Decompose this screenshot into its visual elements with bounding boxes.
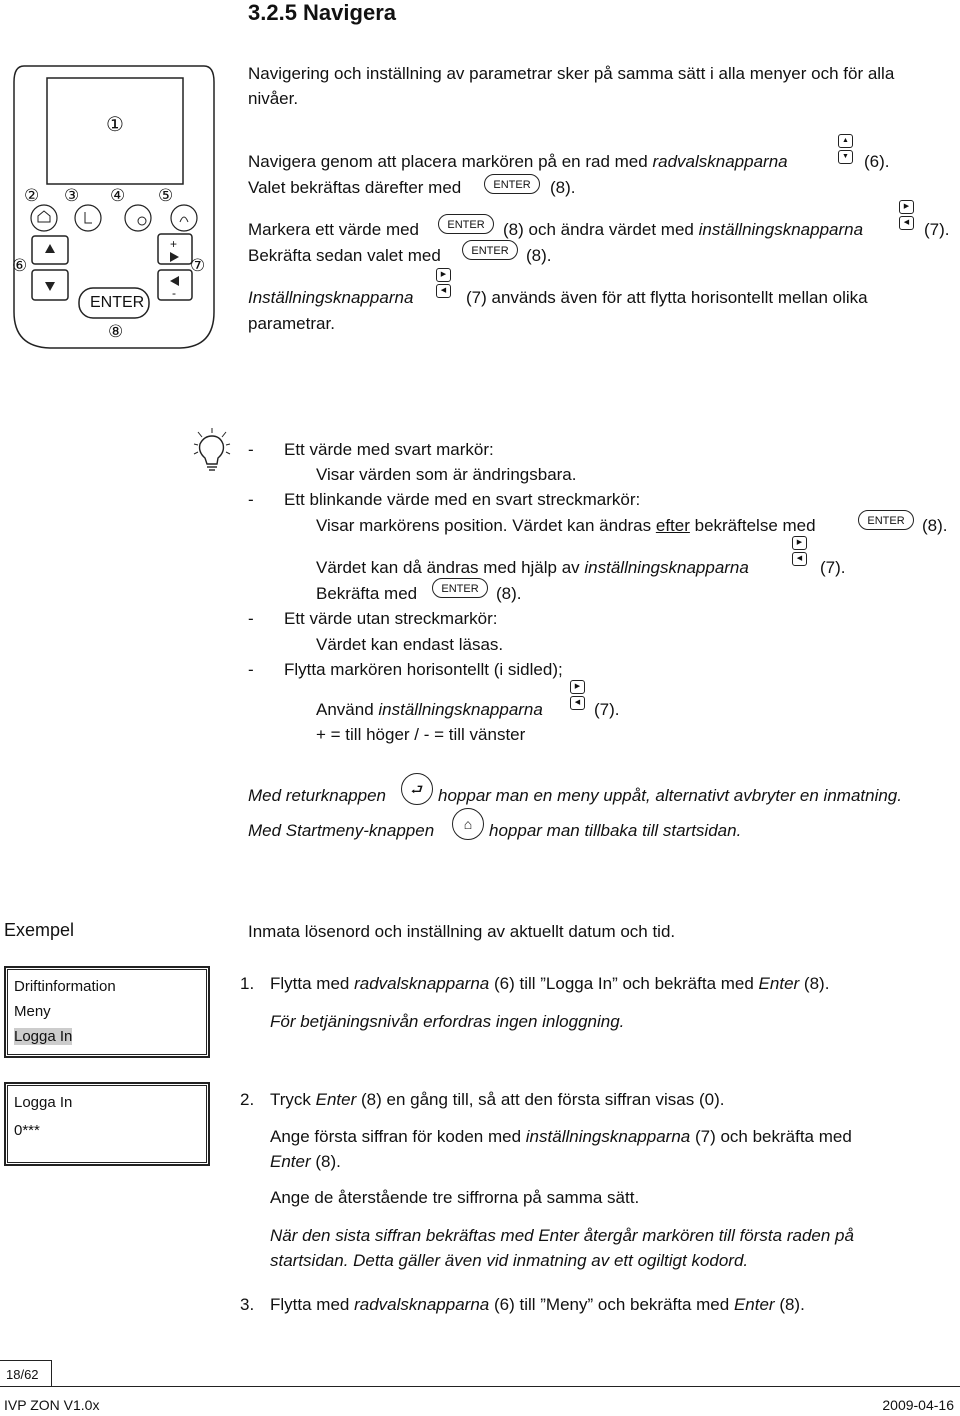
device-minus: - — [172, 286, 176, 300]
row-select-keys-icon: ▲ ▼ — [838, 134, 854, 166]
step-2-line4: Ange de återstående tre siffrorna på samma sätt. — [270, 1188, 640, 1207]
home-icon: ⌂ — [452, 808, 484, 840]
tip-2-desc: Visar markörens position. Värdet kan ändras efter bekräftelse med — [316, 516, 816, 535]
device-enter-label: ENTER — [90, 294, 145, 311]
tip-4-plusminus: + = till höger / - = till vänster — [316, 725, 526, 744]
p3-line1-end: (7) används även för att flytta horisontellt mellan olika — [466, 288, 868, 307]
setting-keys-icon: ▶ ◀ — [899, 200, 915, 232]
marker-4: ④ — [110, 186, 126, 205]
step-2-line3: Enter (8). — [270, 1152, 341, 1171]
step-3: Flytta med radvalsknapparna (6) till ”Meny” och bekräfta med Enter (8). — [270, 1295, 805, 1314]
device-plus: + — [170, 237, 178, 251]
intro-line2: nivåer. — [248, 89, 299, 108]
enter-button-icon: ENTER — [484, 174, 540, 194]
p2-line2-end: (8). — [526, 246, 552, 265]
tip-dash: - — [248, 660, 254, 679]
enter-button-icon: ENTER — [858, 510, 914, 530]
tip-1: Ett värde med svart markör: — [284, 440, 494, 459]
step-3-num: 3. — [240, 1295, 255, 1314]
display-line: Logga In — [14, 1094, 73, 1111]
example-heading: Inmata lösenord och inställning av aktuellt datum och tid. — [248, 922, 676, 941]
step-2: Tryck Enter (8) en gång till, så att den första siffran visas (0). — [270, 1090, 725, 1109]
tip-2-confirm-end: (8). — [496, 584, 522, 603]
marker-8: ⑧ — [108, 322, 124, 341]
marker-1: ① — [106, 114, 124, 136]
p3-line1: Inställningsknapparna — [248, 288, 414, 307]
display-box-login — [4, 1082, 210, 1166]
p1-line1: Navigera genom att placera markören på en rad med radvalsknapparna — [248, 152, 788, 171]
tip-dash: - — [248, 440, 254, 459]
tip-dash: - — [248, 490, 254, 509]
tip-4: Flytta markören horisontellt (i sidled); — [284, 660, 563, 679]
p1-line2-end: (8). — [550, 178, 576, 197]
display-line: Meny — [14, 1003, 51, 1020]
p2-line2: Bekräfta sedan valet med — [248, 246, 441, 265]
p2-line1: Markera ett värde med — [248, 220, 420, 239]
device-illustration — [10, 62, 220, 354]
setting-keys-icon: ▶ ◀ — [570, 680, 586, 712]
tip-2-confirm: Bekräfta med — [316, 584, 418, 603]
return-icon: ⮐ — [401, 773, 433, 805]
doc-id: IVP ZON V1.0x — [4, 1397, 100, 1413]
step-1-num: 1. — [240, 974, 255, 993]
return-text-end: hoppar man en meny uppåt, alternativt avbryter en inmatning. — [438, 786, 902, 805]
p2-line1-end: (7). — [924, 220, 950, 239]
start-text: Med Startmeny-knappen — [248, 821, 435, 840]
step-2-line5: När den sista siffran bekräftas med Enter återgår markören till första raden på — [270, 1226, 854, 1245]
tip-4-desc: Använd inställningsknapparna — [316, 700, 543, 719]
intro-line1: Navigering och inställning av parametrar sker på samma sätt i alla menyer och för alla — [248, 64, 895, 83]
tip-1-desc: Visar värden som är ändringsbara. — [316, 465, 577, 484]
marker-5: ⑤ — [158, 186, 174, 205]
step-1: Flytta med radvalsknapparna (6) till ”Logga In” och bekräfta med Enter (8). — [270, 974, 830, 993]
enter-button-icon: ENTER — [438, 214, 494, 234]
footer-divider — [0, 1386, 960, 1387]
setting-keys-icon: ▶ ◀ — [792, 536, 808, 568]
tip-2-desc-end: (8). — [922, 516, 948, 535]
section-title: 3.2.5 Navigera — [248, 0, 396, 25]
page-number: 18/62 — [6, 1367, 39, 1382]
tip-4-desc-end: (7). — [594, 700, 620, 719]
display-box-menu — [4, 966, 210, 1058]
tip-2-desc2: Värdet kan då ändras med hjälp av inställningsknapparna — [316, 558, 749, 577]
marker-2: ② — [24, 186, 40, 205]
enter-button-icon: ENTER — [462, 240, 518, 260]
step-2-num: 2. — [240, 1090, 255, 1109]
setting-keys-icon: ▶ ◀ — [436, 268, 452, 300]
return-text: Med returknappen — [248, 786, 386, 805]
p1-line1-end: (6). — [864, 152, 890, 171]
display-line: Driftinformation — [14, 978, 116, 995]
marker-3: ③ — [64, 186, 80, 205]
step-2-line6: startsidan. Detta gäller även vid inmatning av ett ogiltigt kodord. — [270, 1251, 749, 1270]
p2-line1-mid: (8) och ändra värdet med inställningsknapparna — [503, 220, 864, 239]
display-line: 0*** — [14, 1122, 40, 1139]
p3-line2: parametrar. — [248, 314, 335, 333]
lightbulb-icon — [192, 428, 232, 472]
tip-3: Ett värde utan streckmarkör: — [284, 609, 498, 628]
step-1-note: För betjäningsnivån erfordras ingen inloggning. — [270, 1012, 625, 1031]
step-2-line2: Ange första siffran för koden med inställningsknapparna (7) och bekräfta med — [270, 1127, 852, 1146]
example-label: Exempel — [4, 920, 75, 940]
doc-date: 2009-04-16 — [882, 1397, 954, 1413]
display-line-selected: Logga In — [14, 1028, 73, 1045]
tip-dash: - — [248, 609, 254, 628]
tip-2-desc2-end: (7). — [820, 558, 846, 577]
tip-2: Ett blinkande värde med en svart streckmarkör: — [284, 490, 641, 509]
enter-button-icon: ENTER — [432, 578, 488, 598]
p1-line2: Valet bekräftas därefter med — [248, 178, 462, 197]
marker-7: ⑦ — [190, 256, 206, 275]
tip-3-desc: Värdet kan endast läsas. — [316, 635, 504, 654]
marker-6: ⑥ — [12, 256, 28, 275]
start-text-end: hoppar man tillbaka till startsidan. — [489, 821, 742, 840]
